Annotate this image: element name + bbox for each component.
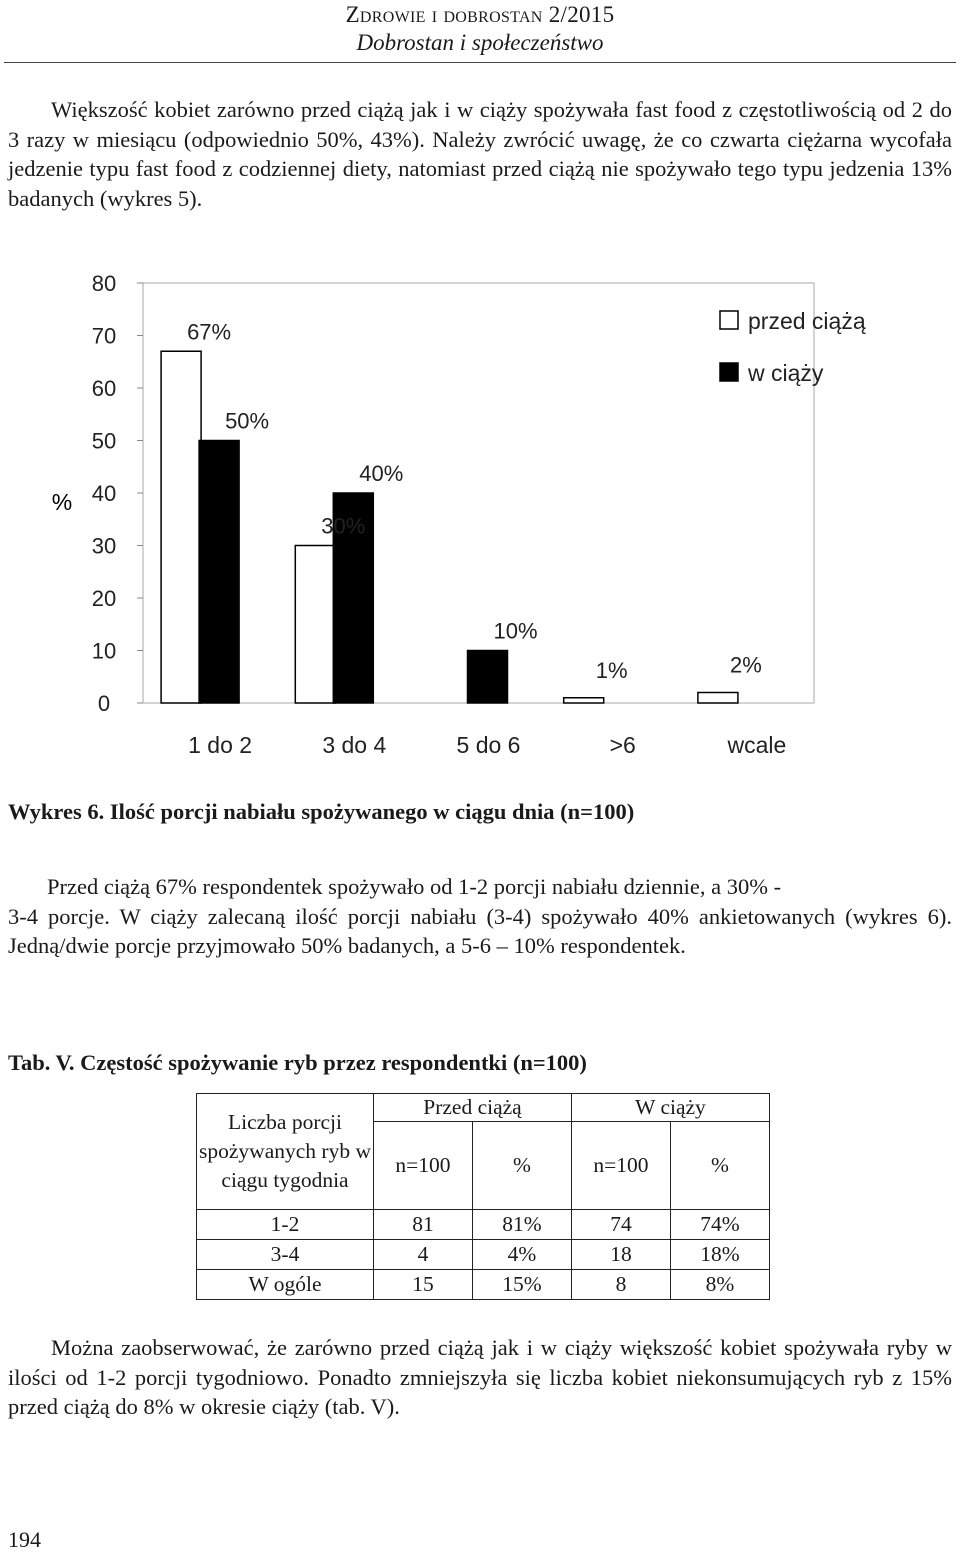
data-label: 30% xyxy=(321,513,366,539)
y-tick-label: 40 xyxy=(91,481,117,506)
y-tick-label: 80 xyxy=(91,271,117,296)
table-row xyxy=(197,1210,770,1240)
table-cell: 81 xyxy=(374,1210,473,1240)
table-cell: W ogóle xyxy=(197,1270,374,1300)
table-row xyxy=(197,1270,770,1300)
table-subheader-percent: % xyxy=(473,1122,572,1210)
data-label: 40% xyxy=(359,461,404,486)
page-number: 194 xyxy=(8,1527,41,1552)
table-caption: Tab. V. Częstość spożywanie ryb przez respondentki (n=100) xyxy=(8,1050,587,1075)
section-title: Dobrostan i społeczeństwo xyxy=(356,30,604,55)
data-label: 67% xyxy=(187,319,232,345)
y-tick-label: 10 xyxy=(91,638,117,664)
y-tick-label: 60 xyxy=(91,376,117,401)
table-header-portions: Liczba porcji spożywanych ryb w ciągu tygodnia xyxy=(197,1094,374,1210)
y-tick-label: 50 xyxy=(91,428,117,454)
table-header-before: Przed ciążą xyxy=(374,1094,572,1122)
bar-before xyxy=(564,698,604,703)
x-category-label: 3 do 4 xyxy=(322,732,387,758)
y-axis-label: % xyxy=(51,489,73,515)
table-cell: 74 xyxy=(572,1210,671,1240)
table-cell: 4 xyxy=(374,1240,473,1270)
journal-title: Zdrowie i dobrostan xyxy=(345,2,543,27)
table-header-during: W ciąży xyxy=(572,1094,770,1122)
fish-table xyxy=(196,1093,770,1300)
table-cell: 8 xyxy=(572,1270,671,1300)
bar-before xyxy=(161,351,201,703)
table-cell: 15 xyxy=(374,1270,473,1300)
y-tick-label: 30 xyxy=(91,533,117,559)
paragraph-fast-food: Większość kobiet zarówno przed ciążą jak i w ciąży spożywała fast food z częstotliwością od 2 do 3 razy w miesiącu (odpowiednio 50%, 43%). Należy zwrócić uwagę, że co czwarta ciężarna wycofała jedzenie typu fast food z codziennej diety, natomiast przed ciążą nie spożywało tego typu jedzenia 13% badanych (wykres 5). xyxy=(8,97,952,211)
table-cell: 15% xyxy=(473,1270,572,1300)
paragraph-dairy xyxy=(47,872,952,902)
bar-during xyxy=(468,651,508,704)
table-row xyxy=(197,1240,770,1270)
table-cell: 4% xyxy=(473,1240,572,1270)
data-label: 50% xyxy=(225,408,270,434)
plot-area xyxy=(143,283,814,703)
paragraph-dairy-line1: Przed ciążą 67% respondentek spożywało od 1-2 porcji nabiału dziennie, a 30% - xyxy=(47,874,782,899)
legend-swatch xyxy=(720,363,738,381)
table-subheader-n: n=100 xyxy=(374,1122,473,1210)
x-category-label: 1 do 2 xyxy=(188,732,253,758)
header-divider xyxy=(4,62,956,63)
bar-during xyxy=(199,441,239,704)
table-cell: 18% xyxy=(671,1240,770,1270)
table-cell: 18 xyxy=(572,1240,671,1270)
dairy-chart xyxy=(40,270,866,770)
data-label: 1% xyxy=(595,657,628,683)
legend-swatch xyxy=(720,311,738,329)
table-cell: 8% xyxy=(671,1270,770,1300)
y-tick-label: 70 xyxy=(91,323,117,349)
table-cell: 3-4 xyxy=(197,1240,374,1270)
data-label: 2% xyxy=(730,652,762,678)
journal-header xyxy=(0,2,960,28)
table-cell: 74% xyxy=(671,1210,770,1240)
data-label: 10% xyxy=(493,618,538,644)
table-cell: 81% xyxy=(473,1210,572,1240)
x-category-label: >6 xyxy=(609,732,636,758)
chart-caption: Wykres 6. Ilość porcji nabiału spożywanego w ciągu dnia (n=100) xyxy=(8,799,635,824)
table-cell: 1-2 xyxy=(197,1210,374,1240)
legend-label: w ciąży xyxy=(748,360,824,386)
x-category-label: 5 do 6 xyxy=(456,732,521,758)
legend-label: przed ciążą xyxy=(748,308,866,334)
paragraph-dairy-rest: 3-4 porcje. W ciąży zalecaną ilość porcji nabiału (3-4) spożywało 40% ankietowanych (wykres 6). Jedną/dwie porcje przyjmowało 50% badanych, a 5-6 – 10% respondentek. xyxy=(8,903,952,958)
table-subheader-n: n=100 xyxy=(572,1122,671,1210)
table-subheader-percent: % xyxy=(671,1122,770,1210)
y-tick-label: 20 xyxy=(91,586,117,611)
paragraph-fish: Można zaobserwować, że zarówno przed ciążą jak i w ciąży większość kobiet spożywała ryby w ilości od 1-2 porcji tygodniowo. Ponadto zmniejszyła się liczba kobiet niekonsumujących ryb z 15% przed ciążą do 8% w okresie ciąży (tab. V). xyxy=(8,1335,952,1419)
y-tick-label: 0 xyxy=(97,691,111,716)
x-category-label: wcale xyxy=(727,732,787,758)
bar-before xyxy=(698,693,738,704)
bar-before xyxy=(295,546,335,704)
journal-issue: 2/2015 xyxy=(548,2,615,27)
